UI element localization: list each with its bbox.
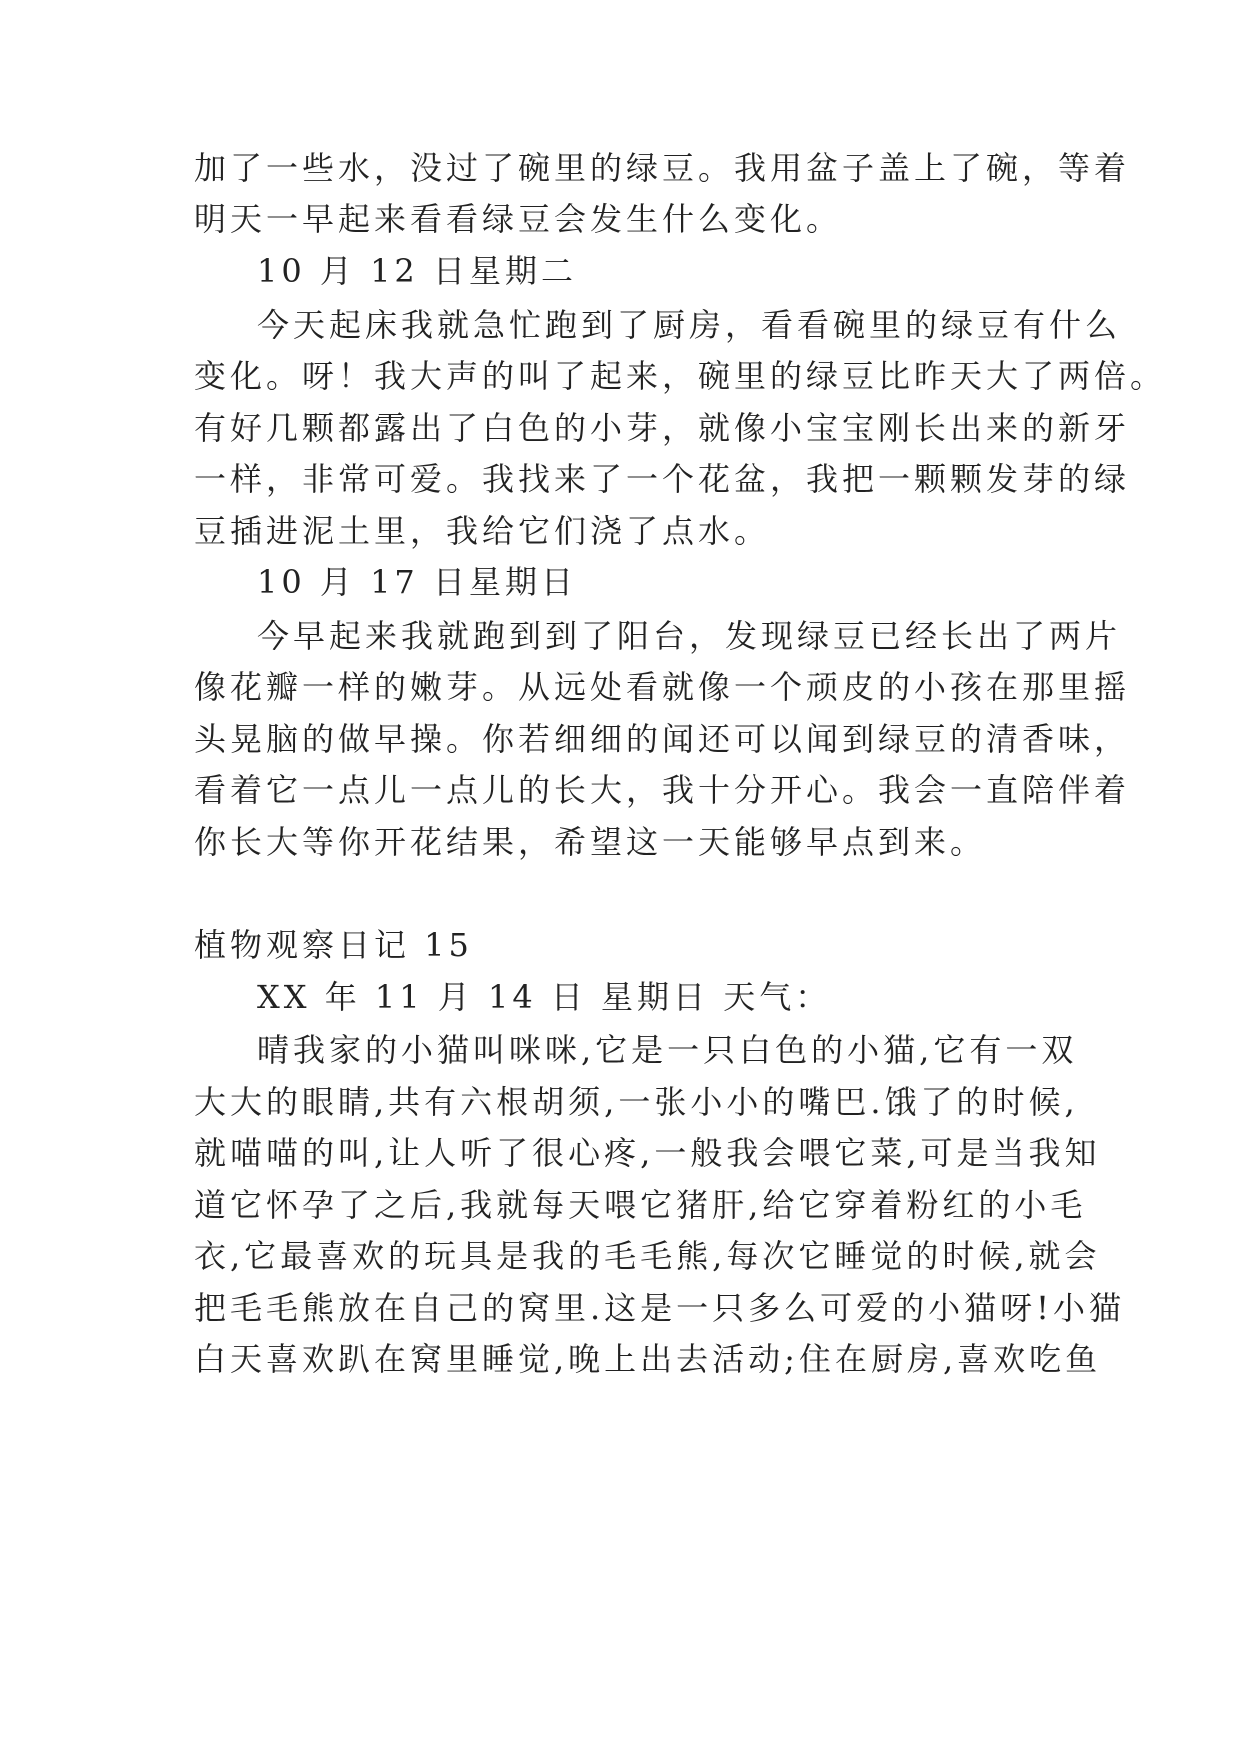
text-line: 白天喜欢趴在窝里睡觉,晚上出去活动;住在厨房,喜欢吃鱼 [194, 1340, 1102, 1378]
text-line: 有好几颗都露出了白色的小芽，就像小宝宝刚长出来的新牙 [194, 409, 1131, 447]
text-line: 大大的眼睛,共有六根胡须,一张小小的嘴巴.饿了的时候, [194, 1083, 1079, 1121]
text-line: 你长大等你开花结果，希望这一天能够早点到来。 [194, 823, 987, 861]
text-line: 豆插进泥土里，我给它们浇了点水。 [194, 512, 771, 550]
text-line: 加了一些水，没过了碗里的绿豆。我用盆子盖上了碗，等着 [194, 149, 1131, 187]
entry-date: 10 月 12 日星期二 [257, 252, 577, 290]
text-line: 今天起床我就急忙跑到了厨房，看看碗里的绿豆有什么 [257, 306, 1122, 344]
text-line: 今早起来我就跑到到了阳台，发现绿豆已经长出了两片 [257, 617, 1122, 655]
text-line: 明天一早起来看看绿豆会发生什么变化。 [194, 200, 843, 238]
text-line: 把毛毛熊放在自己的窝里.这是一只多么可爱的小猫呀!小猫 [194, 1289, 1126, 1327]
text-line: 头晃脑的做早操。你若细细的闻还可以闻到绿豆的清香味， [194, 720, 1131, 758]
entry-date: 10 月 17 日星期日 [257, 563, 577, 601]
section-title: 植物观察日记 15 [194, 926, 473, 964]
text-line: 就喵喵的叫,让人听了很心疼,一般我会喂它菜,可是当我知 [194, 1134, 1101, 1172]
text-line: 看着它一点儿一点儿的长大，我十分开心。我会一直陪伴着 [194, 771, 1131, 809]
text-line: 变化。呀！我大声的叫了起来，碗里的绿豆比昨天大了两倍。 [194, 357, 1167, 395]
text-line: 晴我家的小猫叫咪咪,它是一只白色的小猫,它有一双 [257, 1031, 1078, 1069]
text-line: 像花瓣一样的嫩芽。从远处看就像一个顽皮的小孩在那里摇 [194, 668, 1131, 706]
entry-date: XX 年 11 月 14 日 星期日 天气： [257, 978, 832, 1016]
text-line: 一样，非常可爱。我找来了一个花盆，我把一颗颗发芽的绿 [194, 460, 1131, 498]
text-line: 道它怀孕了之后,我就每天喂它猪肝,给它穿着粉红的小毛 [194, 1186, 1087, 1224]
text-line: 衣,它最喜欢的玩具是我的毛毛熊,每次它睡觉的时候,就会 [194, 1237, 1101, 1275]
